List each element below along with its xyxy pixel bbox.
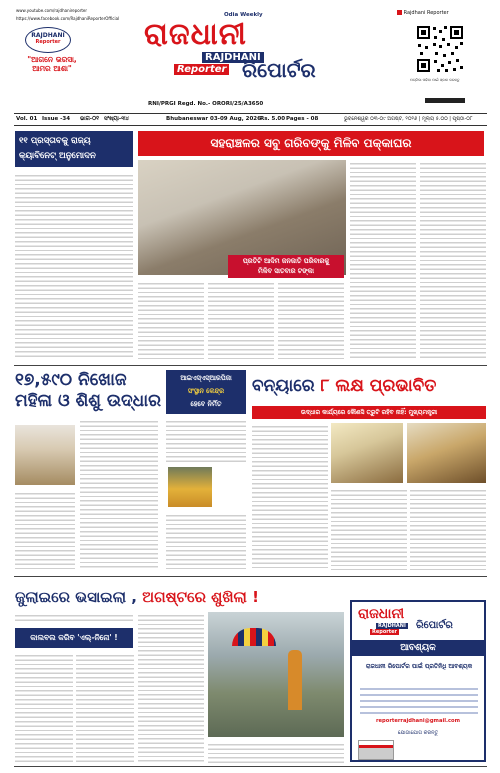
woman-figure [288, 650, 302, 710]
divider-row-3 [14, 576, 487, 577]
divider-row-2 [14, 365, 487, 366]
missing-story-col-right [80, 418, 158, 570]
price: Rs. 5.00 [260, 116, 286, 122]
recruitment-ad[interactable] [350, 600, 486, 762]
flood-meeting-photo-2 [407, 423, 486, 483]
mid-story-text-bottom [166, 512, 246, 570]
date-line: Bhubaneswar 03-09 Aug, 2026 [166, 116, 261, 122]
website-url[interactable]: www.youtube.com/rajdhanireporter [16, 8, 88, 13]
app-icon [397, 10, 402, 15]
masthead [138, 12, 374, 100]
lead-story-col-4 [350, 160, 416, 360]
rain-photo-caption [208, 741, 344, 763]
masthead-odia-top: ରାଜଧାନୀ [144, 17, 247, 52]
page-bottom-rule [14, 766, 487, 767]
rain-story-col-4 [138, 612, 204, 762]
masthead-reporter: Reporter [174, 64, 229, 75]
masthead-english: RAJDHANI [202, 52, 264, 63]
tagline [18, 55, 86, 73]
volume: Vol. 01 [16, 116, 38, 122]
masthead-odia-bottom: ରିପୋର୍ଟର [242, 58, 316, 82]
info-bar [14, 113, 487, 126]
cabinet-headline: ୧୧ ପ୍ରସ୍ତାବକୁ ରାଜ୍ୟ କ୍ୟାବିନେଟ୍‌ ଅନୁମୋଦନ [15, 131, 133, 167]
qr-code[interactable] [415, 24, 465, 74]
odia-weekly-label: Odia Weekly [224, 12, 263, 18]
pages: Pages - 08 [286, 116, 319, 122]
badge-bottom-text: Reporter [35, 39, 61, 45]
lead-story-col-5 [420, 160, 486, 360]
police-officer-photo [15, 425, 75, 485]
issue: Issue -34 [42, 116, 71, 122]
bhag: ଭାଗ-୦୧ [80, 116, 99, 122]
ad-newspaper-thumbnail [358, 740, 394, 760]
lead-story-col-1 [138, 280, 204, 360]
missing-headline: ୧୭,୫୯୦ ନିଖୋଜ ମହିଳା ଓ ଶିଶୁ ଉଦ୍ଧାର [15, 370, 161, 411]
rain-umbrella-photo [208, 612, 344, 737]
flood-subhead: ଉଦ୍ଧାର କାର୍ଯ୍ୟରେ କୌଣସି ତ୍ରୁଟି ରହିବ ନାହିଁ: ମୁଖ୍ୟମନ୍ତ୍ରୀ [252, 406, 486, 419]
cabinet-story-text [15, 172, 133, 360]
badge-top-text: RAJDHANI [31, 32, 65, 39]
minister-masked-photo [168, 467, 212, 507]
ad-footer: ଯୋଗାଯୋଗ କରନ୍ତୁ [397, 730, 439, 736]
ad-need-heading: ଆବଶ୍ୟକ [352, 640, 484, 656]
flood-meeting-photo-1 [331, 423, 403, 483]
missing-story-col-left [15, 490, 75, 570]
tagline-line-1: "ଆଗନେ ଭରସା, [27, 55, 77, 64]
rain-story-col-3 [76, 652, 134, 762]
lead-story-col-3 [278, 280, 344, 360]
flood-story-col-3 [410, 487, 486, 570]
rain-story-col-1 [15, 612, 133, 624]
flood-story-col-2 [331, 487, 407, 570]
store-icons[interactable] [425, 98, 465, 103]
facebook-url[interactable]: https://www.facebook.com/RajdhaniReporterOfficial [16, 16, 120, 21]
mid-headline: ଆଇଏସ୍‌ଏସ୍‌ଆରପିଜା ସଂସ୍ଥାନ କେନ୍ଦ୍ର ହେବେ ନିର୍ମିତ [166, 370, 246, 414]
app-label: Rajdhani Reporter [397, 10, 449, 16]
rain-headline: ଜୁଲାଇରେ ଭସାଇଲା , ଅଗଷ୍ଟରେ ଶୁଖିଲା ! [15, 588, 259, 606]
lead-subhead: ପ୍ରତିଟି ଆଦିମ ଜନଜାତି ପରିବାରକୁ ମିଳିବ ସାତବାର ଟଙ୍କା [228, 255, 344, 278]
qr-caption: ପତ୍ରିକା ପଢିବା ପାଇଁ ସ୍କାନ କରନ୍ତୁ [410, 78, 460, 82]
lead-headline: ସହରାଞ୍ଚଳର ସବୁ ଗରିବଙ୍କୁ ମିଳିବ ପକ୍କାଘର [138, 131, 484, 156]
odia-date-line: ଭୁବନେଶ୍ୱର ୦୩-୦୯ ଅଗଷ୍ଟ, ୨୦୨୬ | ମୂଲ୍ୟ ୫.୦୦ | ପୃଷ୍ଠା-୦୮ [344, 116, 473, 122]
registration-number: RNI/PRGI Regd. No.- ORORI/25/A3650 [148, 101, 264, 107]
flood-story-col-1 [252, 423, 328, 570]
rain-subhead: କାଲବଲ କରିବ 'ଏଲ୍‌-ନିନୋ' ! [15, 628, 133, 648]
rain-story-col-2 [15, 652, 73, 762]
ad-brand: ରାଜଧାନୀ RAJDHANI Reporter ରିପୋର୍ଟର [358, 606, 453, 635]
mid-story-text-top [166, 418, 246, 463]
ad-email[interactable]: reporterrajdhani@gmail.com [375, 718, 461, 724]
flood-headline: ବନ୍ୟାରେ ୮ ଲକ୍ଷ ପ୍ରଭାବିତ [252, 376, 437, 396]
reporter-badge [25, 27, 71, 53]
lead-story-col-2 [208, 280, 274, 360]
sankhya: ସଂଖ୍ୟା-୩୪ [104, 116, 130, 122]
tagline-line-2: ଆମର ଆଶା" [32, 64, 72, 73]
ad-body-lines [360, 684, 478, 714]
ad-body: ରାଜଧାନୀ ରିପୋର୍ଟର ପାଇଁ ପ୍ରତିନିଧି ଆବଶ୍ୟକ [365, 663, 473, 670]
